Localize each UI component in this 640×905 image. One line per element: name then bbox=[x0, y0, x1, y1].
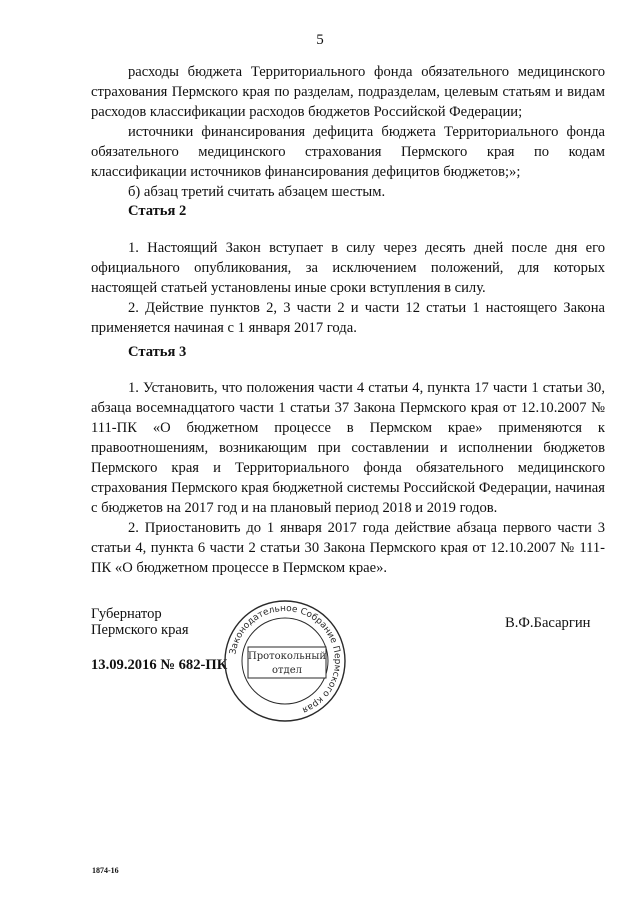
law-date-number: 13.09.2016 № 682-ПК bbox=[91, 657, 228, 673]
amendment-text bbox=[91, 62, 605, 202]
paragraph: источники финансирования дефицита бюджета Территориального фонда обязательного медицинского страхования Пермского края по кодам классификации источников финансирования дефицитов бюджетов;»; bbox=[91, 124, 605, 180]
article-3-heading: Статья 3 bbox=[128, 344, 187, 360]
position-line: Пермского края bbox=[91, 622, 189, 638]
paragraph: 2. Действие пунктов 2, 3 части 2 и части 12 статьи 1 настоящего Закона применяется начиная с 1 января 2017 года. bbox=[91, 300, 605, 336]
article-2-heading: Статья 2 bbox=[128, 203, 187, 219]
stamp-center-line: отдел bbox=[272, 665, 302, 676]
signatory-position bbox=[91, 606, 189, 638]
article-2-body bbox=[91, 238, 605, 338]
document-code: 1874-16 bbox=[92, 866, 119, 875]
paragraph: расходы бюджета Территориального фонда обязательного медицинского страхования Пермского края по разделам, подразделам, целевым статьям и видам расходов классификации расходов бюджетов Российской Федерации; bbox=[91, 64, 605, 120]
paragraph: б) абзац третий считать абзацем шестым. bbox=[128, 184, 386, 200]
paragraph: 1. Настоящий Закон вступает в силу через десять дней после дня его официального опубликования, за исключением положений, для которых настоящей статьей установлены иные сроки вступления в силу. bbox=[91, 240, 605, 296]
stamp-ring-text: Законодательное Собрание Пермского края bbox=[228, 603, 343, 715]
article-3-body bbox=[91, 378, 605, 578]
paragraph: 2. Приостановить до 1 января 2017 года действие абзаца первого части 3 статьи 4, пункта 6 части 2 статьи 30 Закона Пермского края от 12.10.2007 № 111-ПК «О бюджетном процессе в Пермском крае». bbox=[91, 520, 605, 576]
seal-stamp bbox=[222, 598, 348, 724]
page-number: 5 bbox=[316, 32, 324, 48]
stamp-center-line: Протокольный bbox=[247, 651, 327, 662]
paragraph: 1. Установить, что положения части 4 статьи 4, пункта 17 части 1 статьи 30, абзаца восемнадцатого части 1 статьи 37 Закона Пермского края от 12.10.2007 № 111-ПК «О бюджетном процессе в Пермском крае» применяются к правоотношениям, возникающим при составлении и исполнении бюджетов Пермского края и Территориального фонда обязательного медицинского страхования Пермского края бюджетной системы Российской Федерации, начиная с бюджетов на 2017 год и на плановый период 2018 и 2019 годов. bbox=[91, 380, 605, 516]
position-line: Губернатор bbox=[91, 606, 162, 622]
signatory-name: В.Ф.Басаргин bbox=[505, 615, 591, 631]
